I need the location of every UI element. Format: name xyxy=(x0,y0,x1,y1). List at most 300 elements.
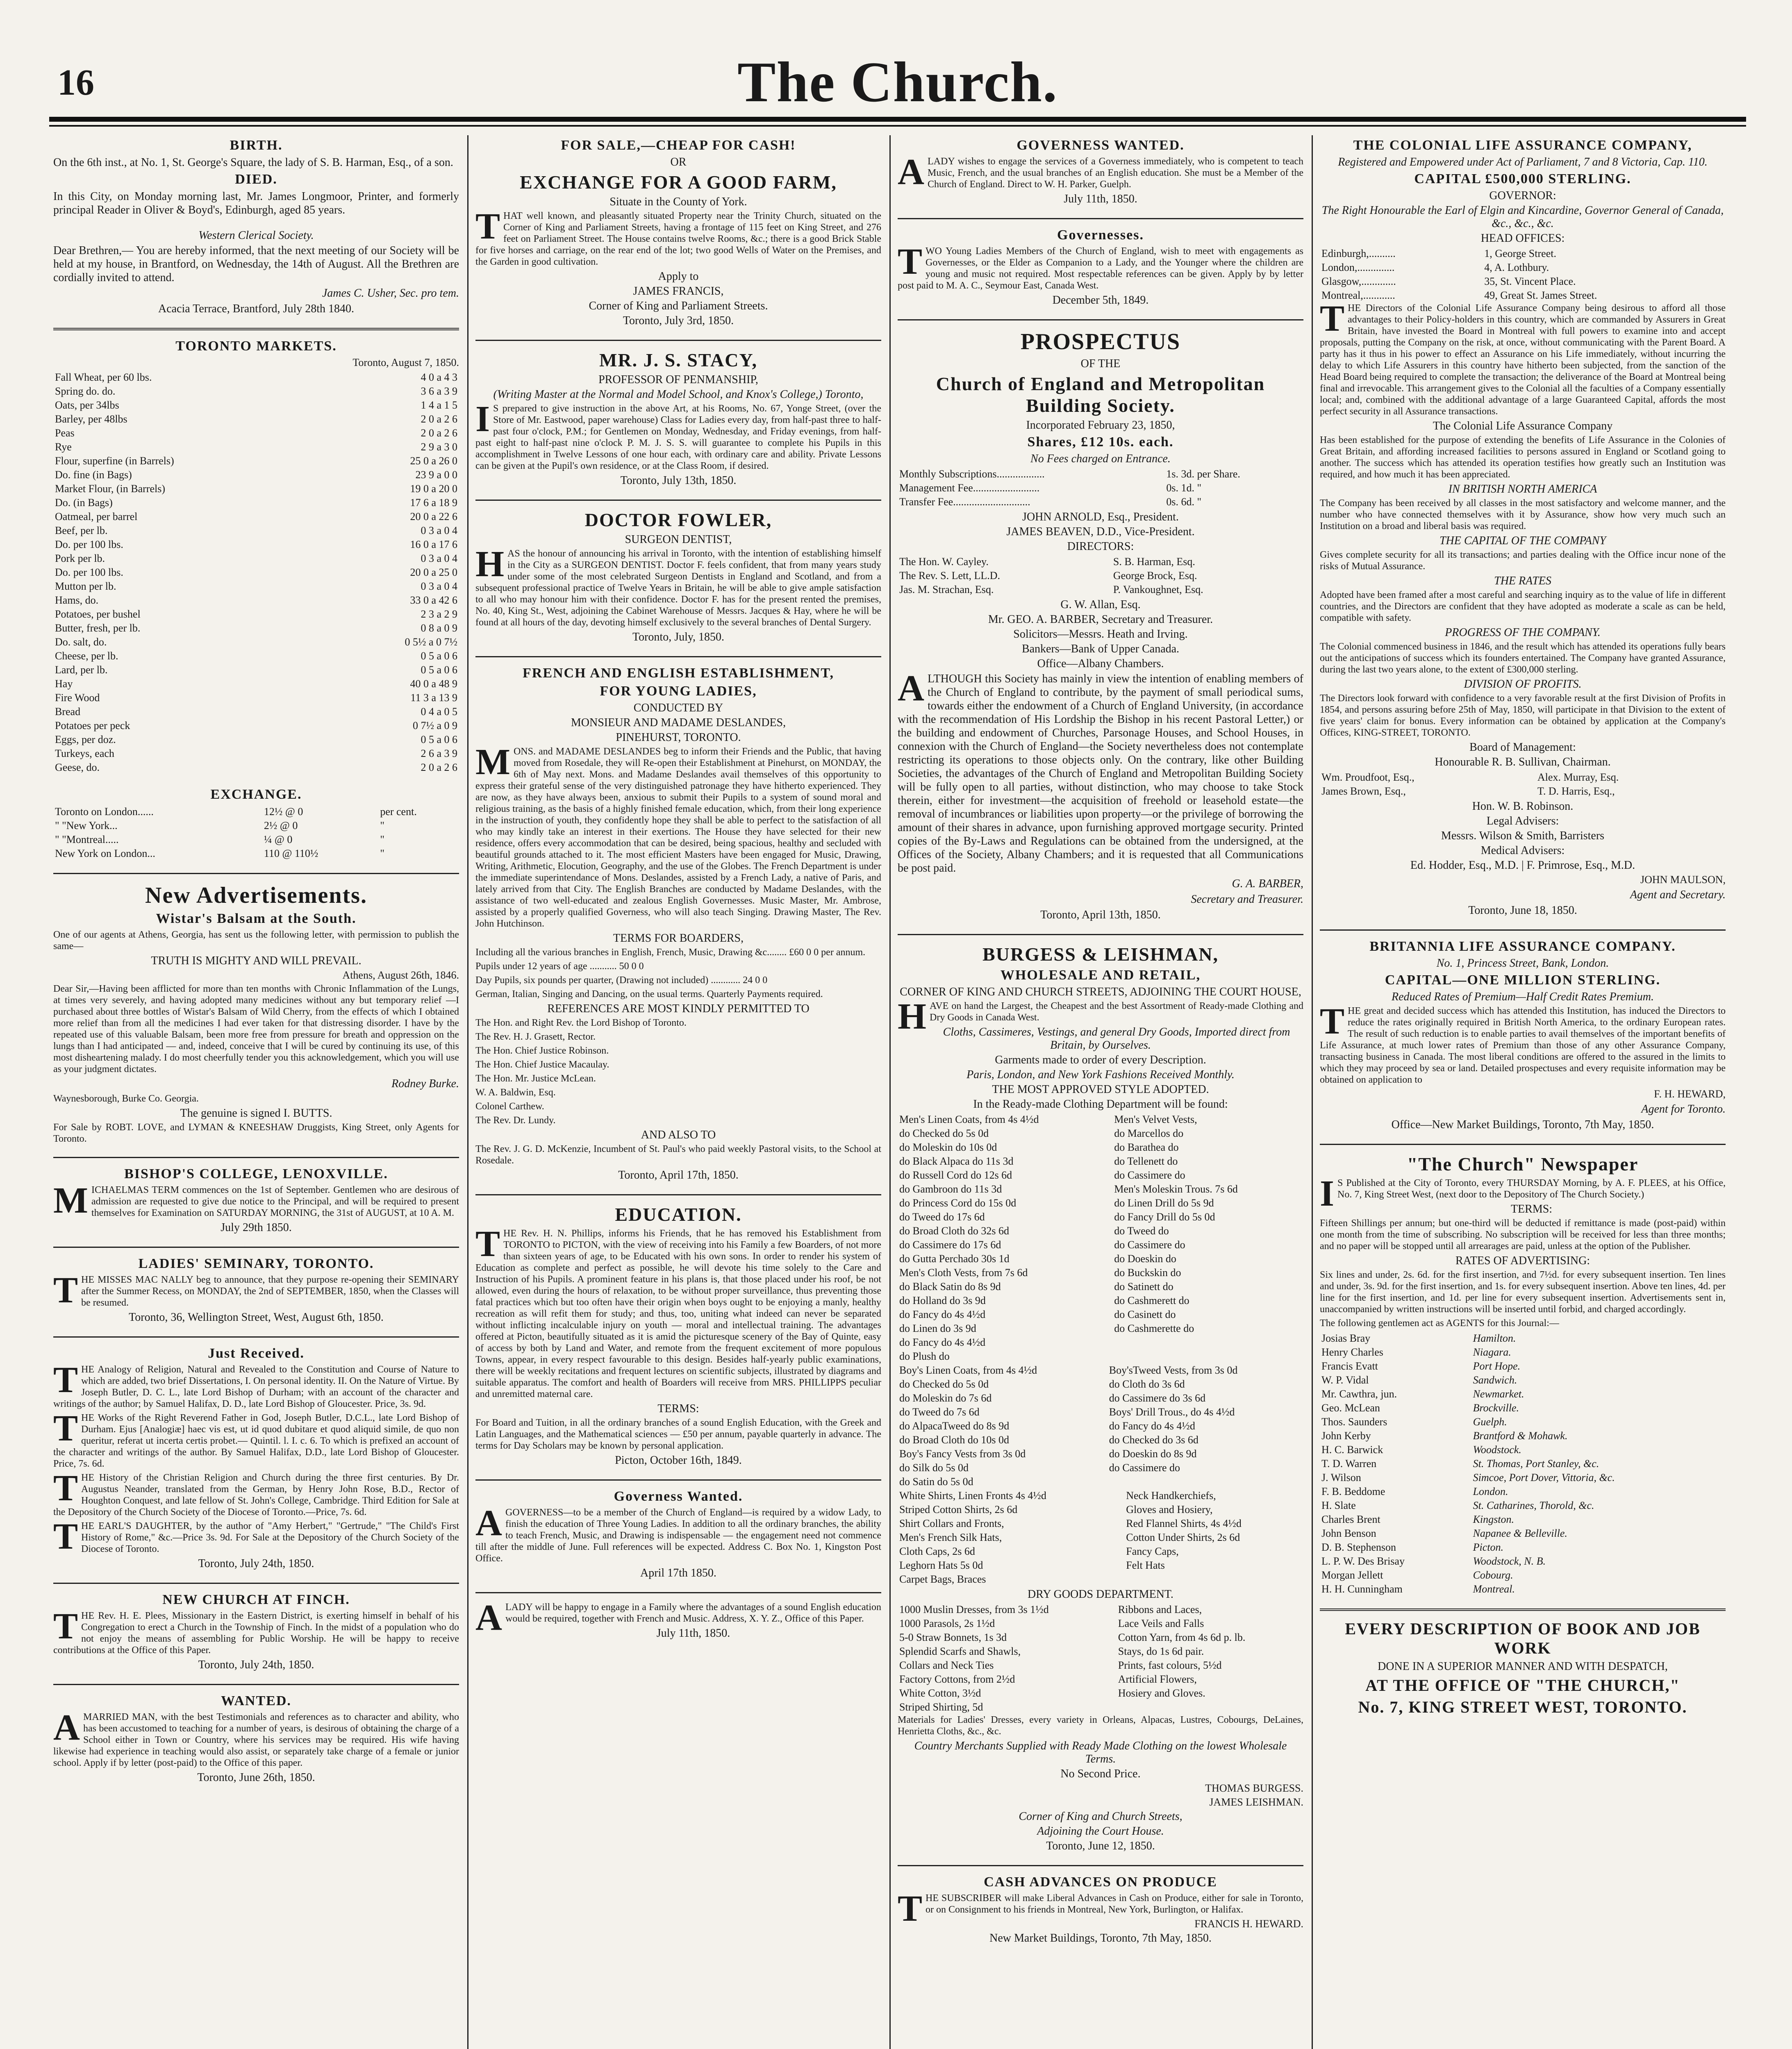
market-row xyxy=(53,440,459,454)
misc-clothing-row-cell: Shirt Collars and Fronts, xyxy=(899,1517,1004,1529)
exchange-row xyxy=(53,805,459,819)
birth-notice xyxy=(53,138,459,217)
agent-row xyxy=(1320,1345,1726,1359)
boys-clothing-row-cell: do Moleskin do 7s 6d xyxy=(899,1392,992,1404)
market-row-cell: Oatmeal, per barrel xyxy=(55,511,138,522)
britannia-agent-title: Agent for Toronto. xyxy=(1641,1103,1726,1115)
exchange-row-cell: " xyxy=(380,847,384,859)
burgess-ready: In the Ready-made Clothing Department will be found: xyxy=(973,1098,1228,1111)
boys-clothing-row-cell: do AlpacaTweed do 8s 9d xyxy=(899,1420,1010,1432)
education-terms-heading: TERMS: xyxy=(657,1402,699,1415)
market-row-cell: Hams, do. xyxy=(55,594,99,606)
french-terms-heading: TERMS FOR BOARDERS, xyxy=(613,932,744,945)
clothing-row-cell: do Plush do xyxy=(899,1350,950,1362)
cash-heading: CASH ADVANCES ON PRODUCE xyxy=(984,1874,1217,1890)
governess-wanted-ad xyxy=(475,1489,881,1580)
french-ref: The Hon. Mr. Justice McLean. xyxy=(475,1073,596,1084)
market-row-cell: 0 5 a 0 6 xyxy=(421,734,457,745)
misc-clothing-row xyxy=(898,1558,1303,1572)
boys-clothing-row-cell: do Fancy do 4s 4½d xyxy=(1109,1420,1195,1432)
boys-clothing-row xyxy=(898,1377,1303,1391)
clothing-row-cell: do Fancy do 4s 4½d xyxy=(899,1308,986,1320)
market-row xyxy=(53,412,459,426)
agent-row-cell: Sandwich. xyxy=(1473,1374,1517,1386)
prospectus-text: ALTHOUGH this Society has mainly in view the intention of enabling members of the Church of England to contribute, by the payment of small periodical sums, towards either the endowment of a Church of England University, (in accordance with the recommendation of His Lordship the Bishop in his recent Pastoral Letter,) or the building and endowment of Churches, Parsonage Houses, and School Houses, in connexion with the Church of England—the Society nevertheless does not contemplate restricting its operations to those objects only. On the contrary, like other Building Societies, the advantages of the Church of England and Metropolitan Building Society will be fully open to all parties, without distinction, who may choose to take Stock therein, either for investment—the acquisition of freehold or leasehold estate—the removal of incumbrances or liabilities upon property—or the privilege of borrowing the amount of their shares in advance, upon furnishing approved mortgage security. Printed copies of the By-Laws and Regulations can be obtained from the undersigned, at the Offices of the Society, Albany Chambers; and it is requested that all Communications be post paid. xyxy=(898,668,1303,875)
market-row-cell: 0 4 a 0 5 xyxy=(421,706,457,718)
market-row-cell: 0 5½ a 0 7½ xyxy=(405,636,457,648)
agent-row xyxy=(1320,1527,1726,1540)
clothing-row-cell: do Cassimere do xyxy=(1114,1239,1185,1251)
misc-clothing-table xyxy=(898,1489,1303,1586)
market-row-cell: Flour, superfine (in Barrels) xyxy=(55,455,174,467)
market-row-cell: 2 0 a 2 6 xyxy=(421,413,457,425)
market-row-cell: 40 0 a 48 9 xyxy=(410,678,457,690)
market-row xyxy=(53,468,459,482)
market-row-cell: 2 3 a 2 9 xyxy=(421,608,457,620)
ladies-heading: LADIES' SEMINARY, TORONTO. xyxy=(138,1256,374,1271)
clothing-row xyxy=(898,1238,1303,1252)
britannia-life-ad xyxy=(1320,939,1726,1131)
market-row xyxy=(53,579,459,593)
progress-text: The Colonial commenced business in 1846, and the result which has attended its operations fully bears out the anticipations of success which its founders entertained. The Company have granted Assurance, during the last two years alone, to the extent of £300,000 sterling. xyxy=(1320,641,1726,675)
misc-clothing-row-cell: White Shirts, Linen Fronts 4s 4½d xyxy=(899,1490,1046,1502)
market-row-cell: 33 0 a 42 6 xyxy=(410,594,457,606)
column-2 xyxy=(475,135,881,2049)
education-text: THE Rev. H. N. Phillips, informs his Friends, that he has removed his Establishment from TORONTO to PICTON, with the view of receiving into his Family a few Boarders, of not more than sixteen years of age, to be Educated with his own sons. In order to render his system of Education as complete and perfect as possible, he will devote his time solely to the Care and Instruction of his Pupils. A prominent feature in his plans is, that those placed under his roof, be not allowed, even during the hours of relaxation, to be without proper surveillance, thus preventing those fatal practices which but too often have their origin when boys ought to be enjoying a manly, healthy recreation as will refit them for study; and thus, too, uniting what indeed can never be separated without inflicting incalculable injury on youth — moral and intellectual training. The advantages offered at Picton, beautifully situated as it is amid the picturesque scenery of the Bay of Quinte, easy of access by both by Land and Water, and remote from the frequent excitement of more populous Towns, appear, in every respect favourable to this design. Besides half-yearly public examinations, there will be weekly recitations and frequent lectures on scientific subjects, illustrated by diagrams and suitable apparatus. The comfort and health of Boarders will receive from MRS. PHILLIPPS peculiar and unremitted maternal care. xyxy=(475,1224,881,1399)
exchange-heading: EXCHANGE. xyxy=(210,787,302,802)
agent-row-cell: J. Wilson xyxy=(1321,1472,1361,1483)
birth-text: On the 6th inst., at No. 1, St. George's Square, the lady of S. B. Harman, Esq., of a son. xyxy=(53,156,453,169)
bishops-heading: BISHOP'S COLLEGE, LENOXVILLE. xyxy=(124,1166,388,1181)
board-row xyxy=(1320,784,1726,798)
burgess-country: Country Merchants Supplied with Ready Made Clothing on the lowest Wholesale Terms. xyxy=(914,1740,1287,1765)
book-item: THE Works of the Right Reverend Father in God, Joseph Butler, D.C.L., late Lord Bishop of Durham. Ejus [Analogiæ] haec vis est, ut id quod dubitare et quod aliquid simile, de quo non queritur, referat ut incerta certis probet.— Quintil. l. I. c. 6. To which is prefixed an account of the character and writings of the author. By Samuel Halifax, D.D., late Lord Bishop of Gloucester. Price, 7s. 6d. xyxy=(53,1408,459,1469)
fowler-text: HAS the honour of announcing his arrival in Toronto, with the intention of establishing himself in the City as a SURGEON DENTIST. Doctor F. feels confident, that from many years study under some of the most celebrated Surgeon Dentists in England and Scotland, and from a subsequent professional practice of Twelve Years in Britain, he will be able to give ample satisfaction to all who may honour him with their confidence. Doctor F. has for the present rented the premises, No. 40, King St., West, adjoining the Cabinet Warehouse of Messrs. Jacques & Hay, where he will be found at all hours of the day, devoting himself exclusively to the several branches of Dental Surgery. xyxy=(475,544,881,628)
exchange-row-cell: " xyxy=(380,820,384,831)
market-row-cell: 19 0 a 20 0 xyxy=(410,483,457,495)
french-names: MONSIEUR AND MADAME DESLANDES, xyxy=(571,716,786,729)
footer-line1: EVERY DESCRIPTION OF BOOK AND JOB WORK xyxy=(1345,1620,1701,1657)
new-church-finch-ad xyxy=(53,1592,459,1672)
governess-text: AGOVERNESS—to be a member of the Church of England—is required by a widow Lady, to finish the education of Three Young Ladies. In addition to all the ordinary branches, the ability to teach French, Music, and Drawing is indispensable — the engagement need not commence till after the middle of June. Full references will be expected. Address C. Box No. 1, Kingston Post Office. xyxy=(475,1503,881,1564)
burgess-italic: Cloths, Cassimeres, Vestings, and general Dry Goods, Imported direct from Britain, by Ourselves. xyxy=(943,1026,1290,1052)
governesses-date: December 5th, 1849. xyxy=(1052,294,1149,307)
prospectus-shares: Shares, £12 10s. each. xyxy=(1027,434,1174,450)
french-ref: W. A. Baldwin, Esq. xyxy=(475,1087,556,1098)
boys-clothing-row-cell: do Doeskin do 8s 9d xyxy=(1109,1448,1197,1460)
office-row-cell: Edinburgh,.......... xyxy=(1321,248,1396,259)
book-item: THE EARL'S DAUGHTER, by the author of "Amy Herbert," "Gertrude," "The Child's First History of Rome," &c.—Price 3s. 9d. For Sale at the Depository of the Church Society of the Diocese of Toronto. xyxy=(53,1516,459,1557)
masthead-rule xyxy=(49,117,1746,122)
ladies-text: THE MISSES MAC NALLY beg to announce, that they purpose re-opening their SEMINARY after the Summer Recess, on MONDAY, the 2nd of SEPTEMBER, 1850, when the Classes will be resumed. xyxy=(53,1270,459,1311)
boys-clothing-row-cell: Boy's Linen Coats, from 4s 4½d xyxy=(899,1364,1037,1376)
education-date: Picton, October 16th, 1849. xyxy=(615,1454,742,1467)
clothing-row xyxy=(898,1154,1303,1168)
column-divider xyxy=(1312,135,1313,2049)
colonial-agent-title: Agent and Secretary. xyxy=(1630,888,1726,901)
market-row xyxy=(53,607,459,621)
clothing-row-cell: do Linen Drill do 5s 9d xyxy=(1114,1197,1214,1209)
agent-row-cell: Cobourg. xyxy=(1473,1569,1513,1581)
french-date: Toronto, April 17th, 1850. xyxy=(618,1169,739,1181)
burgess-corner: CORNER OF KING AND CHURCH STREETS, ADJOINING THE COURT HOUSE, xyxy=(900,986,1301,998)
market-row xyxy=(53,370,459,384)
legal-heading: Legal Advisers: xyxy=(1486,815,1559,827)
markets-table xyxy=(53,370,459,775)
fowler-sub: SURGEON DENTIST, xyxy=(625,533,732,546)
french-term: Pupils under 12 years of age ........... 50 0 0 xyxy=(475,961,644,972)
exchange-row xyxy=(53,819,459,833)
burgess-garments: Garments made to order of every Description. xyxy=(995,1054,1206,1066)
agent-row xyxy=(1320,1415,1726,1429)
cash-signature: FRANCIS H. HEWARD. xyxy=(1194,1918,1303,1930)
market-row-cell: 20 0 a 25 0 xyxy=(410,566,457,578)
clothing-row-cell: do Tellenett do xyxy=(1114,1155,1178,1167)
burgess-no-second: No Second Price. xyxy=(1060,1767,1141,1780)
director-row xyxy=(898,555,1303,569)
boys-clothing-row-cell: do Checked do 3s 6d xyxy=(1109,1434,1198,1446)
office-row-cell: Montreal,............ xyxy=(1321,289,1395,301)
clothing-row-cell: do Tweed do 17s 6d xyxy=(899,1211,985,1223)
market-row-cell: Mutton per lb. xyxy=(55,580,116,592)
market-row-cell: Pork per lb. xyxy=(55,552,105,564)
exchange-rates xyxy=(53,787,459,861)
boys-clothing-row xyxy=(898,1391,1303,1405)
agent-row xyxy=(1320,1540,1726,1554)
boys-clothing-row-cell: do Cassimere do xyxy=(1109,1462,1180,1474)
fee-row xyxy=(898,467,1303,481)
market-row-cell: Beef, per lb. xyxy=(55,525,108,536)
column-1 xyxy=(53,135,459,2049)
market-row-cell: 2 6 a 3 9 xyxy=(421,747,457,759)
farm-location: Situate in the County of York. xyxy=(609,195,747,208)
burgess-text: HAVE on hand the Largest, the Cheapest and the best Assortment of Ready-made Clothing and Dry Goods in Canada West. xyxy=(898,996,1303,1037)
boys-clothing-row-cell xyxy=(1107,1475,1303,1489)
clothing-row xyxy=(898,1127,1303,1140)
french-ref: The Rev. Dr. Lundy. xyxy=(475,1115,556,1126)
clerical-text: Dear Brethren,— You are hereby informed, that the next meeting of our Society will be held at my house, in Brantford, on Wednesday, the 14th of August. All the Brethren are cordially invited to attend. xyxy=(53,244,459,284)
board-row-cell: Wm. Proudfoot, Esq., xyxy=(1321,771,1414,783)
market-row xyxy=(53,719,459,733)
clothing-row-cell: do Princess Cord do 15s 0d xyxy=(899,1197,1017,1209)
agent-row-cell: D. B. Stephenson xyxy=(1321,1541,1396,1553)
office-row xyxy=(1320,247,1726,261)
agent-row xyxy=(1320,1387,1726,1401)
died-text: In this City, on Monday morning last, Mr. James Longmoor, Printer, and formerly principal Reader in Oliver & Boyd's, Edinburgh, aged 85 years. xyxy=(53,190,459,216)
board-chairman: Honourable R. B. Sullivan, Chairman. xyxy=(1435,756,1611,768)
legal-advisers: Messrs. Wilson & Smith, Barristers xyxy=(1441,829,1605,842)
agent-row-cell: Kingston. xyxy=(1473,1513,1515,1525)
farm-heading2: EXCHANGE FOR A GOOD FARM, xyxy=(520,172,837,193)
fee-row xyxy=(898,495,1303,509)
market-row xyxy=(53,705,459,719)
french-ref: Colonel Carthew. xyxy=(475,1101,544,1112)
market-row-cell: Do. fine (in Bags) xyxy=(55,469,132,481)
market-row-cell: 0 7½ a 0 9 xyxy=(412,720,457,731)
colonial-capital: CAPITAL £500,000 STERLING. xyxy=(1414,171,1631,186)
clothing-row-cell: Men's Cloth Vests, from 7s 6d xyxy=(899,1267,1028,1279)
misc-clothing-row-cell: Felt Hats xyxy=(1126,1559,1165,1571)
britannia-sub: No. 1, Princess Street, Bank, London. xyxy=(1436,957,1609,970)
clothing-row xyxy=(898,1308,1303,1322)
prospectus-date: Toronto, April 13th, 1850. xyxy=(1040,909,1161,921)
burgess-name: THOMAS BURGESS. xyxy=(1205,1782,1303,1794)
market-row-cell: 3 6 a 3 9 xyxy=(421,385,457,397)
clothing-row-cell: Men's Velvet Vests, xyxy=(1114,1113,1197,1125)
clothing-row-cell: do Buckskin do xyxy=(1114,1267,1181,1279)
burgess-materials: Materials for Ladies' Dresses, every variety in Orleans, Alpacas, Lustres, Cobourgs, DeLaines, Henrietta Cloths, &c., &c. xyxy=(898,1715,1303,1737)
fee-row-cell: Monthly Subscriptions.................. xyxy=(899,468,1045,480)
board-table xyxy=(1320,770,1726,798)
french-establishment-ad xyxy=(475,666,881,1182)
governess-heading: Governess Wanted. xyxy=(614,1489,743,1504)
dry-goods-row-cell: 1000 Parasols, 2s 1½d xyxy=(899,1617,995,1629)
market-row-cell: 0 5 a 0 6 xyxy=(421,664,457,676)
agent-row-cell: Geo. McLean xyxy=(1321,1402,1380,1414)
market-row-cell: Turkeys, each xyxy=(55,747,114,759)
market-row-cell: Butter, fresh, per lb. xyxy=(55,622,141,634)
office-row-cell: 49, Great St. James Street. xyxy=(1484,289,1597,301)
directors-heading: DIRECTORS: xyxy=(1067,540,1134,553)
clothing-row-cell: do Barathea do xyxy=(1114,1141,1179,1153)
boys-clothing-table xyxy=(898,1363,1303,1489)
clothing-row-cell: do Gambroon do 11s 3d xyxy=(899,1183,1002,1195)
boys-clothing-row-cell: do Silk do 5s 0d xyxy=(899,1462,969,1474)
clothing-row-cell: do Holland do 3s 9d xyxy=(899,1295,986,1306)
fee-row-cell: Management Fee......................... xyxy=(899,482,1040,494)
agent-row xyxy=(1320,1373,1726,1387)
prospectus-secretary: Mr. GEO. A. BARBER, Secretary and Treasurer. xyxy=(988,613,1213,626)
agent-row xyxy=(1320,1485,1726,1499)
market-row xyxy=(53,621,459,635)
dry-goods-row-cell: 5-0 Straw Bonnets, 1s 3d xyxy=(899,1631,1007,1643)
wistar-heading: Wistar's Balsam at the South. xyxy=(156,911,357,926)
dry-goods-row-cell: Artificial Flowers, xyxy=(1118,1673,1197,1685)
dry-goods-row-cell: Striped Shirting, 5d xyxy=(899,1701,983,1713)
market-row-cell: Do. per 100 lbs. xyxy=(55,538,123,550)
dry-goods-row-cell: Splendid Scarfs and Shawls, xyxy=(899,1645,1021,1657)
misc-clothing-row-cell: Fancy Caps, xyxy=(1126,1545,1179,1557)
cash-address: New Market Buildings, Toronto, 7th May, 1850. xyxy=(989,1932,1212,1945)
governess-date: April 17th 1850. xyxy=(640,1567,716,1579)
education-heading: EDUCATION. xyxy=(615,1204,742,1225)
market-row-cell: 4 0 a 4 3 xyxy=(421,371,457,383)
market-row-cell: 17 6 a 18 9 xyxy=(410,497,457,509)
agent-row xyxy=(1320,1457,1726,1471)
clothing-row-cell: do Linen do 3s 9d xyxy=(899,1322,976,1334)
governess-wanted-2-ad xyxy=(898,138,1303,206)
agent-row-cell: Guelph. xyxy=(1473,1416,1507,1428)
agent-row-cell: H. C. Barwick xyxy=(1321,1444,1383,1456)
ladies-seminary-ad xyxy=(53,1256,459,1324)
agent-row-cell: Henry Charles xyxy=(1321,1346,1383,1358)
colonial-sub: Registered and Empowered under Act of Parliament, 7 and 8 Victoria, Cap. 110. xyxy=(1338,156,1708,168)
market-row-cell: 0 3 a 0 4 xyxy=(421,580,457,592)
britannia-agent: F. H. HEWARD, xyxy=(1654,1088,1726,1100)
board-row-cell: Alex. Murray, Esq. xyxy=(1537,771,1619,783)
clothing-row-cell: do Cashmerett do xyxy=(1114,1295,1189,1306)
board-heading: Board of Management: xyxy=(1469,741,1576,754)
clothing-row-cell: do Gutta Perchado 30s 1d xyxy=(899,1253,1010,1265)
misc-clothing-row-cell xyxy=(1124,1572,1303,1586)
fee-row-cell: 1s. 3d. per Share. xyxy=(1166,468,1240,480)
bna-heading: IN BRITISH NORTH AMERICA xyxy=(1448,483,1597,495)
clothing-row-cell: do Fancy Drill do 5s 0d xyxy=(1114,1211,1215,1223)
exchange-row xyxy=(53,847,459,861)
burgess-leishman-ad xyxy=(898,943,1303,1853)
french-also: AND ALSO TO xyxy=(641,1129,716,1141)
britannia-heading: BRITANNIA LIFE ASSURANCE COMPANY. xyxy=(1369,939,1676,954)
market-row-cell: Fire Wood xyxy=(55,692,100,704)
director-row-cell: P. Vankoughnet, Esq. xyxy=(1113,584,1203,595)
french-ref: The Hon. Chief Justice Macaulay. xyxy=(475,1059,609,1070)
exchange-row xyxy=(53,833,459,847)
masthead xyxy=(49,49,1746,115)
market-row xyxy=(53,677,459,691)
agent-row-cell: Port Hope. xyxy=(1473,1360,1521,1372)
director-row-cell: George Brock, Esq. xyxy=(1113,570,1197,582)
wistar-genuine: The genuine is signed I. BUTTS. xyxy=(180,1107,332,1120)
board-row-cell: T. D. Harris, Esq., xyxy=(1537,785,1615,797)
clothing-row-cell: do Marcellos do xyxy=(1114,1127,1184,1139)
wistar-location: Waynesborough, Burke Co. Georgia. xyxy=(53,1093,199,1104)
farm-sale-ad xyxy=(475,138,881,327)
misc-clothing-row xyxy=(898,1489,1303,1503)
agent-row xyxy=(1320,1429,1726,1443)
agent-row xyxy=(1320,1513,1726,1527)
market-row-cell: 2 0 a 2 6 xyxy=(421,761,457,773)
market-row xyxy=(53,733,459,747)
office-row xyxy=(1320,261,1726,275)
market-row-cell: 20 0 a 22 6 xyxy=(410,511,457,522)
fowler-date: Toronto, July, 1850. xyxy=(632,631,725,643)
market-row xyxy=(53,454,459,468)
footer-line2: DONE IN A SUPERIOR MANNER AND WITH DESPATCH, xyxy=(1378,1660,1668,1673)
just-received-ad xyxy=(53,1346,459,1570)
boys-clothing-row xyxy=(898,1363,1303,1377)
fee-row xyxy=(898,481,1303,495)
market-row-cell: Do. per 100 lbs. xyxy=(55,566,123,578)
market-row xyxy=(53,510,459,524)
market-row-cell: Do. (in Bags) xyxy=(55,497,113,509)
clothing-row xyxy=(898,1266,1303,1280)
clothing-row xyxy=(898,1140,1303,1154)
agent-row xyxy=(1320,1499,1726,1513)
lady-text: ALADY will be happy to engage in a Family where the advantages of a sound English education would be required, together with French and Music. Address, X. Y. Z., Office of this Paper. xyxy=(475,1597,881,1638)
french-ref: The Rev. H. J. Grasett, Rector. xyxy=(475,1031,596,1042)
progress-heading: PROGRESS OF THE COMPANY. xyxy=(1445,626,1601,639)
misc-clothing-row-cell: Neck Handkerchiefs, xyxy=(1126,1490,1216,1502)
market-row-cell: 0 8 a 0 9 xyxy=(421,622,457,634)
farm-date: Toronto, July 3rd, 1850. xyxy=(623,314,734,327)
britannia-reduced: Reduced Rates of Premium—Half Credit Rates Premium. xyxy=(1392,990,1654,1003)
fees-table xyxy=(898,467,1303,509)
market-row-cell: Rye xyxy=(55,441,72,453)
book-item: THE Analogy of Religion, Natural and Revealed to the Constitution and Course of Nature to which are added, two brief Dissertations, I. On personal identity. II. On the Nature of Virtue. By Joseph Butler, D. C. L., late Lord Bishop of Durham; with an account of the character and writings of the author; by Samuel Halifax, D. D., late Lord Bishop of Gloucester. Price, 3s. 9d. xyxy=(53,1360,459,1409)
boys-clothing-row xyxy=(898,1461,1303,1475)
burgess-corner3: Adjoining the Court House. xyxy=(1037,1825,1164,1838)
rates-heading: THE RATES xyxy=(1494,575,1551,587)
agent-row xyxy=(1320,1331,1726,1345)
prospectus-heading: PROSPECTUS xyxy=(1020,329,1181,354)
dry-goods-row-cell xyxy=(1117,1700,1303,1714)
french-heading: FRENCH AND ENGLISH ESTABLISHMENT, xyxy=(523,666,834,681)
fee-row-cell: 0s. 6d. " xyxy=(1166,496,1202,508)
market-row-cell: Geese, do. xyxy=(55,761,100,773)
market-row xyxy=(53,426,459,440)
market-row xyxy=(53,496,459,510)
colonial-tagline: The Colonial Life Assurance Company xyxy=(1433,420,1613,432)
french-term: Including all the various branches in English, French, Music, Drawing &c........ £60 0 0 per annum. xyxy=(475,947,866,958)
stacy-text: IS prepared to give instruction in the above Art, at his Rooms, No. 67, Yonge Street, (over the Store of Mr. Eastwood, paper warehouse) Class for Ladies every day, from half-past three to half-past four o'clock, P.M.; for Gentlemen on Monday, Wednesday, and Friday evenings, from half-past eight to half-past nine o'clock P. M. J. S. S. will guarantee to complete his Pupils in this accomplishment in Twelve Lessons of one hour each, with ordinary care and ability. Private Lessons can be given at the Pupil's own residence, or at the Class Room, if desired. xyxy=(475,399,881,471)
column-4 xyxy=(1320,135,1726,2049)
gov-wanted-heading: GOVERNESS WANTED. xyxy=(1017,138,1185,153)
market-row-cell: Do. salt, do. xyxy=(55,636,107,648)
dry-goods-row-cell: Factory Cottons, from 2½d xyxy=(899,1673,1015,1685)
exchange-row-cell: 12½ @ 0 xyxy=(264,806,303,818)
farm-contact: JAMES FRANCIS, xyxy=(633,285,724,298)
agent-row-cell: Picton. xyxy=(1473,1541,1503,1553)
bishops-college-ad xyxy=(53,1166,459,1234)
governesses-text: TWO Young Ladies Members of the Church of England, wish to meet with engagements as Governesses, or the Elder as Companion to a Lady, and the Younger where the children are young and music not required. Most respectable references can be given. Apply by by letter post paid to M. A. C., Seymour East, Canada West. xyxy=(898,241,1303,291)
market-row xyxy=(53,747,459,761)
director-row xyxy=(898,583,1303,597)
governesses-heading: Governesses. xyxy=(1057,227,1144,243)
wistar-signature: Rodney Burke. xyxy=(391,1077,459,1090)
prospectus-name: Church of England and Metropolitan Building Society. xyxy=(936,373,1265,416)
clerical-signature: James C. Usher, Sec. pro tem. xyxy=(322,287,459,300)
clothing-row xyxy=(898,1224,1303,1238)
board-last: Hon. W. B. Robinson. xyxy=(1472,800,1574,813)
agent-row-cell: Morgan Jellett xyxy=(1321,1569,1383,1581)
dry-goods-row-cell: Collars and Neck Ties xyxy=(899,1659,994,1671)
misc-clothing-row-cell: Cloth Caps, 2s 6d xyxy=(899,1545,975,1557)
agent-row xyxy=(1320,1582,1726,1596)
market-row-cell: Bread xyxy=(55,706,81,718)
exchange-row-cell: New York on London... xyxy=(55,847,155,859)
markets-heading: TORONTO MARKETS. xyxy=(175,338,337,354)
clothing-row xyxy=(898,1322,1303,1336)
office-row-cell: Glasgow,............. xyxy=(1321,275,1396,287)
boys-clothing-row-cell: Boy'sTweed Vests, from 3s 0d xyxy=(1109,1364,1238,1376)
clothing-row-cell: do Cassimere do 17s 6d xyxy=(899,1239,1001,1251)
newspaper-heading: "The Church" Newspaper xyxy=(1407,1154,1639,1174)
market-row-cell: Oats, per 34lbs xyxy=(55,399,119,411)
exchange-row-cell: 2½ @ 0 xyxy=(264,820,298,831)
agent-row-cell: L. P. W. Des Brisay xyxy=(1321,1555,1405,1567)
church-newspaper-notice xyxy=(1320,1153,1726,1596)
fowler-ad xyxy=(475,509,881,644)
french-heading2: FOR YOUNG LADIES, xyxy=(600,684,757,699)
agent-row-cell: Brantford & Mohawk. xyxy=(1473,1430,1568,1442)
farm-apply: Apply to xyxy=(658,270,699,283)
agent-row-cell: Woodstock, N. B. xyxy=(1473,1555,1546,1567)
agent-row-cell: T. D. Warren xyxy=(1321,1458,1377,1470)
exchange-row-cell: " xyxy=(380,834,384,845)
new-advertisements-heading: New Advertisements. xyxy=(145,883,367,908)
capital-text: Gives complete security for all its transactions; and parties dealing with the Office incur none of the risks of Mutual Assurance. xyxy=(1320,550,1726,572)
market-row xyxy=(53,482,459,496)
misc-clothing-row-cell: Cotton Under Shirts, 2s 6d xyxy=(1126,1531,1240,1543)
colonial-heading: THE COLONIAL LIFE ASSURANCE COMPANY, xyxy=(1353,138,1692,153)
agent-row-cell: Newmarket. xyxy=(1473,1388,1524,1400)
page-number: 16 xyxy=(57,62,94,103)
misc-clothing-row-cell: Red Flannel Shirts, 4s 4½d xyxy=(1126,1517,1242,1529)
boys-clothing-row-cell: do Tweed do 7s 6d xyxy=(899,1406,980,1418)
market-row-cell: Potatoes per peck xyxy=(55,720,130,731)
bishops-date: July 29th 1850. xyxy=(221,1221,292,1234)
medical-advisers: Ed. Hodder, Esq., M.D. | F. Primrose, Esq., M.D. xyxy=(1410,859,1635,872)
